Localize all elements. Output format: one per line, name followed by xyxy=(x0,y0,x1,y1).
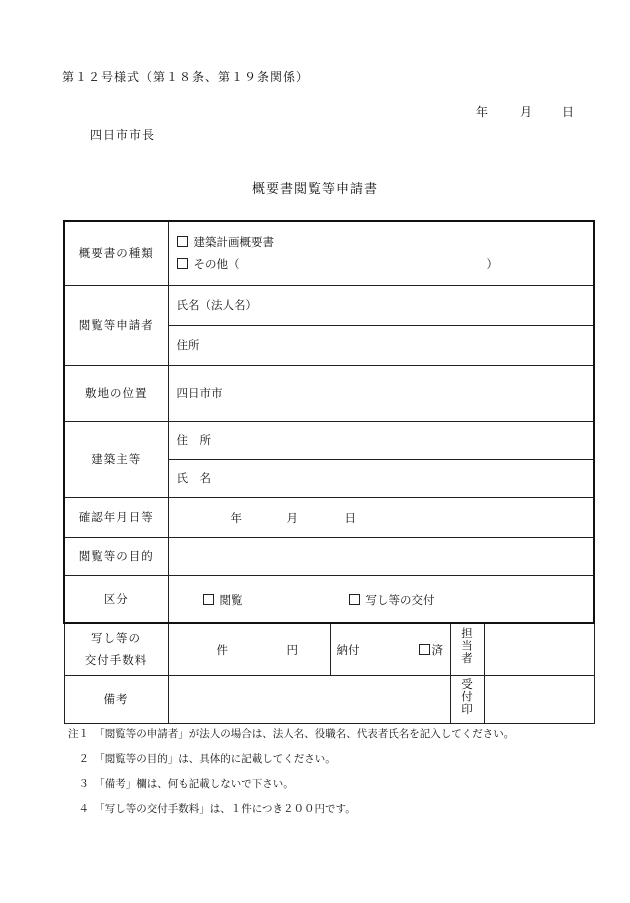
fee-amount-field[interactable] xyxy=(168,623,330,675)
confirm-day-label: 日 xyxy=(344,510,356,525)
fee-count-unit: 件 xyxy=(216,643,228,657)
note-item: 注１ 「閲覧等の申請者」が法人の場合は、法人名、役職名、代表者氏名を記入してください。 xyxy=(68,728,515,740)
summary-option-other-label: その他（ xyxy=(193,257,240,272)
category-copy-label: 写し等の交付 xyxy=(365,592,435,607)
applicant-name-field[interactable] xyxy=(168,285,594,325)
stamp-field xyxy=(484,675,594,723)
note-item: ３ 「備考」欄は、何も記載しないで下さい。 xyxy=(68,778,294,790)
applicant-label: 閲覧等申請者 xyxy=(64,285,168,365)
fee-row xyxy=(64,623,594,675)
category-row xyxy=(64,575,594,623)
payment-paid-option[interactable] xyxy=(419,642,444,658)
fee-label-line1: 写し等の xyxy=(91,631,141,646)
checkbox-icon[interactable] xyxy=(177,258,188,269)
summary-option-plan-label: 建築計画概要書 xyxy=(193,235,274,250)
applicant-address-field[interactable] xyxy=(168,325,594,365)
site-label: 敷地の位置 xyxy=(64,365,168,421)
owner-name-field[interactable] xyxy=(168,459,594,497)
summary-type-label: 概要書の種類 xyxy=(64,221,168,285)
owner-label: 建築主等 xyxy=(64,421,168,497)
category-label: 区分 xyxy=(64,575,168,623)
date-year-label: 年 xyxy=(476,105,489,119)
stamp-label: 受付印 xyxy=(460,677,474,715)
payment-paid-label: 済 xyxy=(431,643,443,657)
fee-label xyxy=(64,623,168,675)
addressee: 四日市市長 xyxy=(90,128,156,142)
note-item: ４ 「写し等の交付手数料」は、１件につき２００円です。 xyxy=(68,803,356,815)
payment-label: 納付 xyxy=(336,643,360,657)
purpose-field[interactable] xyxy=(168,537,594,575)
summary-type-row xyxy=(64,221,594,285)
applicant-name-row xyxy=(64,285,594,325)
purpose-row xyxy=(64,537,594,575)
category-option-copy[interactable] xyxy=(349,592,435,608)
purpose-label: 閲覧等の目的 xyxy=(64,537,168,575)
summary-type-options xyxy=(168,221,594,285)
staff-field[interactable] xyxy=(484,623,594,675)
confirm-month-label: 月 xyxy=(286,510,298,525)
fee-yen-unit: 円 xyxy=(286,643,298,657)
checkbox-icon[interactable] xyxy=(177,236,188,247)
checkbox-icon[interactable] xyxy=(203,594,214,605)
checkbox-icon[interactable] xyxy=(419,644,430,655)
form-number: 第１２号様式（第１８条、第１９条関係） xyxy=(62,70,310,84)
remarks-field xyxy=(168,675,450,723)
owner-address-label: 住 所 xyxy=(176,433,211,447)
site-value: 四日市市 xyxy=(176,386,223,400)
payment-field[interactable] xyxy=(330,623,450,675)
note-item: ２ 「閲覧等の目的」は、具体的に記載してください。 xyxy=(68,753,336,765)
fee-label-line2: 交付手数料 xyxy=(84,653,148,668)
applicant-name-label: 氏名（法人名） xyxy=(176,298,257,312)
staff-label-cell xyxy=(450,623,484,675)
summary-option-other-close: ） xyxy=(486,257,498,272)
stamp-label-cell xyxy=(450,675,484,723)
confirm-date-row xyxy=(64,497,594,537)
remarks-label: 備考 xyxy=(64,675,168,723)
date-day-label: 日 xyxy=(562,105,575,119)
summary-option-plan[interactable] xyxy=(177,231,594,253)
category-view-label: 閲覧 xyxy=(219,592,243,607)
notes-section xyxy=(68,726,514,826)
owner-name-label: 氏 名 xyxy=(176,471,211,485)
confirm-date-label: 確認年月日等 xyxy=(64,497,168,537)
site-row xyxy=(64,365,594,421)
category-options xyxy=(168,575,594,623)
staff-label: 担当者 xyxy=(460,627,474,665)
applicant-address-label: 住所 xyxy=(176,338,200,352)
category-option-view[interactable] xyxy=(203,592,243,608)
date-month-label: 月 xyxy=(520,105,533,119)
remarks-row xyxy=(64,675,594,723)
site-field[interactable] xyxy=(168,365,594,421)
checkbox-icon[interactable] xyxy=(349,594,360,605)
summary-option-other[interactable] xyxy=(177,253,594,275)
owner-address-row xyxy=(64,421,594,459)
page-title: 概要書閲覧等申請書 xyxy=(251,182,378,197)
owner-address-field[interactable] xyxy=(168,421,594,459)
confirm-year-label: 年 xyxy=(230,510,242,525)
application-form-table xyxy=(63,220,595,724)
confirm-date-field[interactable] xyxy=(168,497,594,537)
